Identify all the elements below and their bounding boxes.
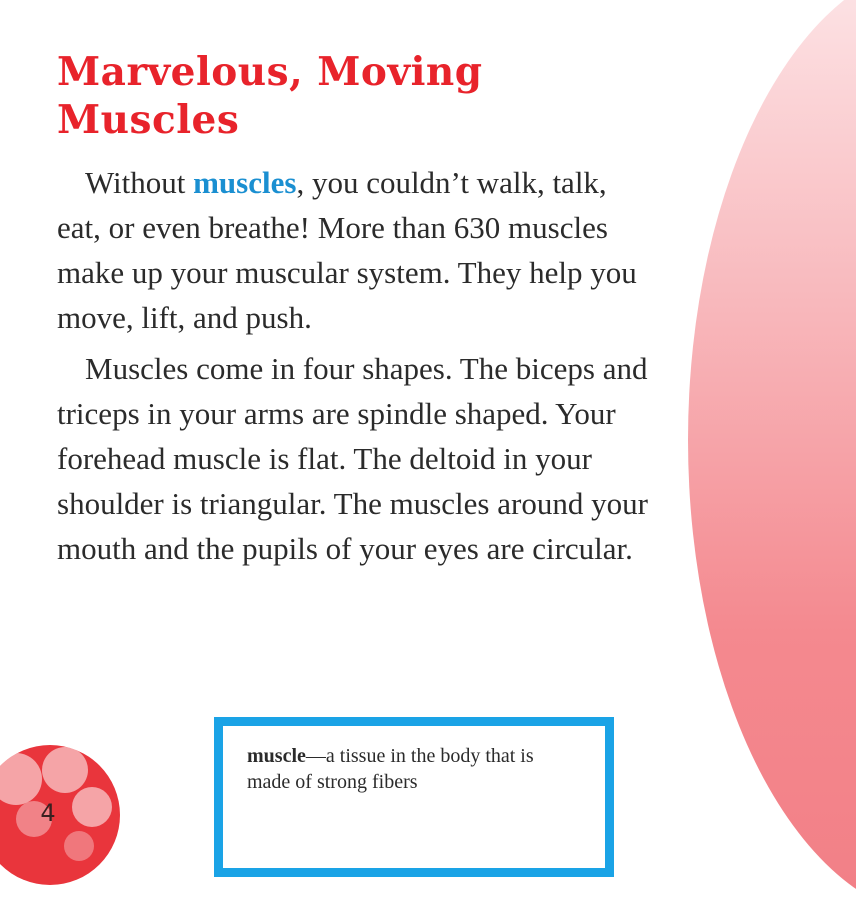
body-text — [57, 160, 657, 571]
page-title: Marvelous, Moving Muscles — [57, 49, 483, 143]
paragraph-1 — [57, 160, 657, 340]
page-number: 4 — [40, 799, 56, 827]
decorative-red-arc — [688, 0, 856, 920]
paragraph-2-text: Muscles come in four shapes. The biceps and triceps in your arms are spindle shaped. Your forehead muscle is flat. The deltoid in your shoulder is triangular. The muscles around your mouth and the pupils of your eyes are circular. — [57, 351, 648, 566]
glossary-definition: —a tissue in the body that is made of strong fibers — [247, 745, 534, 793]
paragraph-1-rest: , you couldn’t walk, talk, eat, or even breathe! More than 630 muscles make up your muscular system. They help you move, lift, and push. — [57, 165, 637, 335]
glossary-term: muscle — [247, 745, 306, 767]
glossary-term-link[interactable]: muscles — [193, 165, 297, 200]
page-number-badge — [0, 745, 120, 885]
paragraph-1-start: Without — [85, 165, 194, 200]
paragraph-2 — [57, 346, 657, 571]
glossary-box — [214, 717, 614, 877]
